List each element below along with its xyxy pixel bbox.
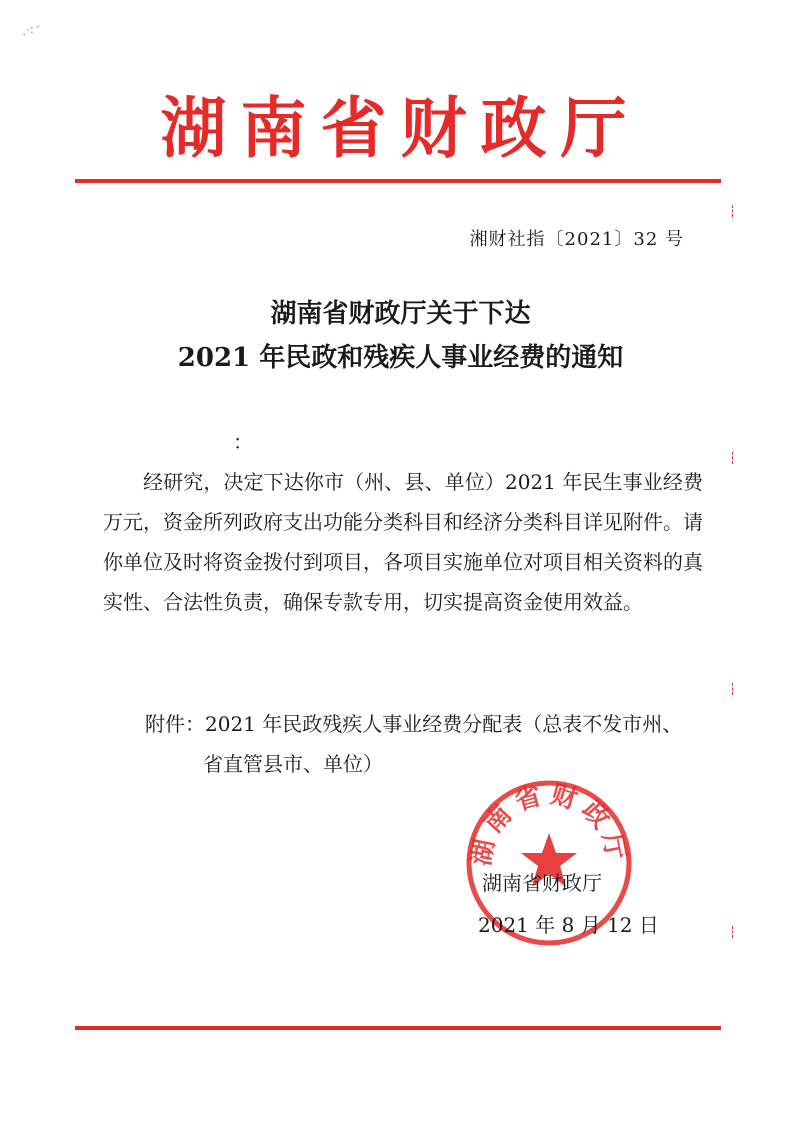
attachment-line-1: 附件：2021 年民政残疾人事业经费分配表（总表不发市州、 [145,712,683,736]
signature-org: 湖南省财政厅 [482,871,602,895]
signature-date: 2021 年 8 月 12 日 [478,913,659,937]
edge-scan-mark [732,452,739,464]
seal-text: 湖南省财政厅 [466,779,632,869]
edge-scan-mark [732,683,739,695]
document-title-line-2: 2021 年民政和残疾人事业经费的通知 [177,343,624,373]
document-title-line-1: 湖南省财政厅关于下达 [270,299,531,329]
footer-red-rule [75,1026,721,1030]
body-paragraph: 经研究，决定下达你市（州、县、单位）2021 年民生事业经费 万元，资金所列政府支出功能分类科目和经济分类科目详见附件。请你单位及时将资金拨付到项目，各项目实施单位对项目相关资料的真实性、合法性负责，确保专款专用，切实提高资金使用效益。 [103,470,730,614]
header-red-rule [75,179,721,183]
body-text [103,462,730,622]
attachment-line-2: 省直管县市、单位） [203,752,383,776]
corner-scan-mark: · ∵ · [20,21,43,42]
header-org-title: 湖南省财政厅 [160,89,641,167]
edge-scan-mark [732,926,739,938]
document-number: 湘财社指〔2021〕32 号 [469,229,684,250]
edge-scan-mark [732,205,739,217]
document-title [0,292,801,380]
attachment-note [145,704,705,784]
signature-block [478,862,659,946]
addressee: ： [233,430,253,454]
